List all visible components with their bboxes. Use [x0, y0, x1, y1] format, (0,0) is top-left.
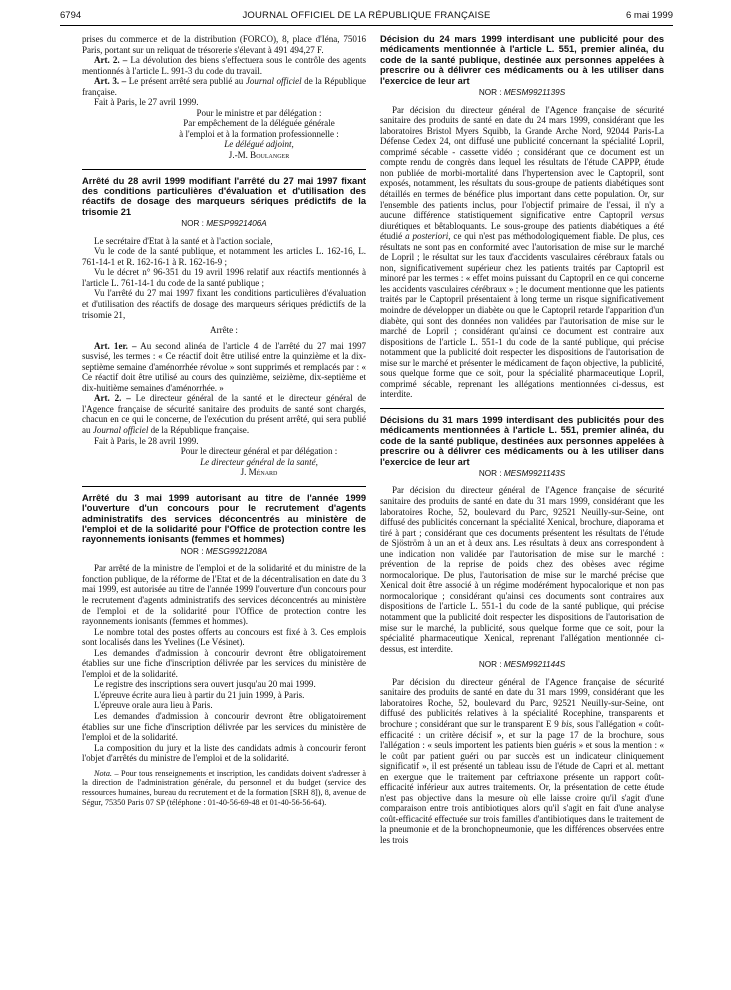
signature-block: Pour le directeur général et par délégation : Le directeur général de la santé, J. Ménard: [180, 446, 338, 478]
page-header: [60, 10, 673, 26]
issue-date: 6 mai 1999: [625, 10, 673, 21]
article-label: Art. 2. –: [94, 393, 131, 404]
paragraph: Le registre des inscriptions sera ouvert jusqu'au 20 mai 1999.: [94, 679, 316, 690]
paragraph: La composition du jury et la liste des candidats admis à concourir feront l'objet d'arrêtés du ministre de l'emploi et de la solidarité.: [82, 742, 366, 764]
paragraph: Vu l'arrêté du 27 mai 1997 fixant les conditions particulières d'évaluation et d'utilisation des réactifs de dosage des marqueurs sériques prédictifs de la trisomie 21,: [82, 288, 366, 320]
left-column: [82, 34, 366, 807]
paragraph: L'épreuve orale aura lieu à Paris.: [94, 700, 213, 711]
section-rule: [82, 169, 366, 170]
article-label: Art. 1er. –: [94, 340, 137, 351]
nor-reference: NOR : MESM9921143S: [478, 468, 566, 478]
header-rule: [60, 25, 673, 26]
paragraph: Par décision du directeur général de l'Agence française de sécurité sanitaire des produits de santé en date du 31 mars 1999, considérant que les laboratoires Roche, 52, boulevard du Parc, 92521 Neuilly-sur-Seine, ont diffusé des publicités concernant la spécialité Xenical, brochure, diaporama et tiré à part ; considérant que ces documents présentent les résultats de l'étude de Sjöström à un an et à deux ans. Les résultats à deux ans correspondent à une indication non validée par l'autorisation de mise sur le marché : prévention de la reprise de poids chez des obèses avec régime normocalorique. De plus, l'autorisation de mise sur le marché précise que Xenical doit être associé à un régime modérément hypocalorique et non pas normocalorique ; considérant qu'ainsi ces documents sont contraires aux dispositions de l'article L. 551-1 du code de la santé publique, qui précise notamment que la publicité doit respecter les dispositions de l'autorisation de mise sur le marché, la publicité, sous quelque forme que ce soit, pour la spécialité pharmaceutique Xenical, reprenant l'allégation mentionnée ci-dessus, est interdite.: [380, 485, 664, 654]
paragraph: Vu le décret n° 96-351 du 19 avril 1996 relatif aux réactifs mentionnés à l'article L. 761-14-1 du code de la santé publique ;: [82, 267, 366, 288]
paragraph: Les demandes d'admission à concourir devront être obligatoirement établies sur une fiche d'inscription délivrée par les services du ministère de l'emploi et de la solidarité.: [82, 711, 366, 743]
article-1: Art. 1er. – Au second alinéa de l'article 4 de l'arrêté du 27 mai 1997 susvisé, les termes : « Ce réactif doit être utilisé entre la quinzième et la dix-septième semaine d'aménorrhée révolue » sont supprimés et remplacés par : « Ce réactif doit être utilisé au cours des quinzième, seizième, dix-septième et dix-huitième semaines d'aménorrhée. »: [82, 340, 366, 393]
paragraph: Par décision du directeur général de l'Agence française de sécurité sanitaire des produits de santé en date du 24 mars 1999, considérant que les laboratoires Bristol Myers Squibb, la Grande Arche Nord, 92044 Paris-La Défense Cedex 24, ont diffusé une publicité concernant la spécialité Lopril, comprimé sécable - cassette vidéo ; considérant que ce document est un compte rendu de congrès dans lequel les résultats de l'étude CAPPP, étude non publiée de morbi-mortalité dans l'hypertension avec le Captopril, sont exposés, notamment, les résultats du sous-groupe de patients diabétiques sont détaillés en termes de bénéfice plus important dans cette population. Or, sur l'ensemble des patients inclus, pour l'objectif primaire de l'essai, il n'y a aucune différence statistiquement significative entre Captopril versus diurétiques et bêtabloquants. Le sous-groupe des patients diabétiques a été étudié a posteriori, ce qui n'est pas méthodologiquement fiable. De plus, ces résultats ne sont pas en conformité avec l'autorisation de mise sur le marché de Lopril ; le résultat sur les taux d'accidents vasculaires cérébraux fatals ou non, significativement supérieur chez les patients traités par Captopril est minoré par les termes : « effet moins puissant du Captopril en ce qui concerne les accidents vasculaires cérébraux » ; le document mentionne que les patients traités par le Captopril présentaient à long terme un risque significativement moindre de développer un diabète ou que le Captopril retarde l'apparition d'un diabète, qui sont des données non validées par l'autorisation de mise sur le marché de Lopril ; considérant qu'ainsi ce document est contraire aux dispositions de l'article L. 551-1 du code de la santé publique, qui précise notamment que la publicité doit respecter les dispositions de l'autorisation de mise sur le marché et présenter le médicament de façon objective, la publicité, sous quelque forme que ce soit, pour la spécialité pharmaceutique Lopril, comprimé sécable, reprenant les allégations mentionnées ci-dessus, est interdite.: [380, 104, 664, 400]
paragraph: Par décision du directeur général de l'Agence française de sécurité sanitaire des produits de santé en date du 31 mars 1999, considérant que les laboratoires Roche, 52, boulevard du Parc, 92521 Neuilly-sur-Seine, ont diffusé des publicités relatives à la spécialité Rocephine, transparents et brochure ; considérant que sur le transparent E 9 bis, sous l'allégation « coût-efficacité : un critère décisif », et sur la page 17 de la brochure, sous l'allégation : « seuls importent les patients bien guéris » et sous la mention : « le coût par patient guéri ou par succès est un indicateur cliniquement significatif », il est présenté un tableau issu de l'étude de Capri et al. mettant en exergue que le traitement par ceftriaxone présente un rapport coût-efficacité inférieur aux autres traitements. Or, la présentation de cette étude n'est pas objective dans la mesure où elle laisse croire qu'il s'agit d'une comparaison entre trois antibiotiques alors qu'il s'agit en fait d'une analyse coût-efficacité effectuée sur trois familles d'antibiotiques dans le traitement de la pneumonie et de la bronchopneumonie, que les différences observées entre les trois: [380, 676, 664, 845]
paragraph: Par arrêté de la ministre de l'emploi et de la solidarité et du ministre de la fonction publique, de la réforme de l'Etat et de la décentralisation en date du 3 mai 1999, est autorisée au titre de l'année 1999 l'ouverture d'un concours pour le recrutement d'agents administratifs des services déconcentrés au ministère de l'emploi et de la solidarité pour l'Office de protection contre les rayonnements ionisants (femmes et hommes).: [82, 563, 366, 627]
fait-line: Fait à Paris, le 27 avril 1999.: [94, 97, 199, 108]
arrete-line: Arrête :: [210, 325, 238, 336]
fait-line: Fait à Paris, le 28 avril 1999.: [94, 435, 199, 446]
section-title: Arrêté du 28 avril 1999 modifiant l'arrêté du 27 mai 1997 fixant des conditions particulières d'évaluation et d'utilisation des réactifs de dosage des marqueurs sériques prédictifs de la trisomie 21: [82, 175, 366, 217]
paragraph: Le nombre total des postes offerts au concours est fixé à 3. Ces emplois sont localisés dans les Yvelines (Le Vésinet).: [82, 626, 366, 648]
paragraph: L'épreuve écrite aura lieu à partir du 21 juin 1999, à Paris.: [94, 689, 305, 700]
article-label: Art. 3. –: [94, 76, 127, 87]
signature-block: Pour le ministre et par délégation : Par empêchement de la déléguée générale à l'emploi et à la formation professionnelle : Le délégué adjoint, J.-M. Boulanger: [179, 107, 339, 161]
section-title: Décisions du 31 mars 1999 interdisant des publicités pour des médicaments mentionnées à l'article L. 551, premier alinéa, du code de la santé publique, destinées aux personnes appelées à prescrire ou à délivrer ces médicaments ou à les utiliser dans l'exercice de leur art: [380, 414, 664, 467]
continued-paragraph: prises du commerce et de la distribution (FORCO), 8, place d'Iéna, 75016 Paris, portant sur un reliquat de trésorerie s'élevant à 491 494,27 F.: [82, 34, 366, 55]
article-2: Art. 2. – Le directeur général de la santé et le directeur général de l'Agence française de sécurité sanitaire des produits de santé sont chargés, chacun en ce qui le concerne, de l'exécution du présent arrêté, qui sera publié au Journal officiel de la République française.: [82, 393, 366, 436]
nor-reference: NOR : MESM9921139S: [478, 88, 566, 98]
paragraph: Vu le code de la santé publique, et notamment les articles L. 162-16, L. 761-14-1 et R. 162-16-1 à R. 162-16-9 ;: [82, 246, 366, 267]
section-title: Décision du 24 mars 1999 interdisant une publicité pour des médicaments mentionnée à l'article L. 551, premier alinéa, du code de la santé publique, destinée aux personnes appelées à prescrire ou à délivrer ces médicaments ou à les utiliser dans l'exercice de leur art: [380, 34, 664, 86]
nota: Nota. – Pour tous renseignements et inscription, les candidats doivent s'adresser à la direction de l'administration générale, du personnel et du budget (service des ressources humaines, bureau du recrutement et de la formation [SRH 8]), 8, avenue de Ségur, 75350 Paris 07 SP (téléphone : 01-40-56-69-48 et 01-40-56-56-64).: [82, 768, 366, 807]
nor-reference: NOR : MESP9921406A: [181, 219, 267, 229]
paragraph: Les demandes d'admission à concourir devront être obligatoirement établies sur une fiche d'inscription délivrée par les services du ministère de l'emploi et de la solidarité.: [82, 647, 366, 679]
section-rule: [380, 408, 664, 409]
nor-reference: NOR : MESG9921208A: [180, 546, 268, 556]
paragraph: Le secrétaire d'Etat à la santé et à l'action sociale,: [94, 235, 273, 246]
right-column: [380, 34, 664, 846]
journal-title: JOURNAL OFFICIEL DE LA RÉPUBLIQUE FRANÇAISE: [242, 10, 491, 21]
nor-reference: NOR : MESM9921144S: [478, 660, 566, 670]
article-3: Art. 3. – Le présent arrêté sera publié au Journal officiel de la République française.: [82, 76, 366, 97]
page-number: 6794: [60, 10, 82, 21]
article-2: Art. 2. – La dévolution des biens s'effectuera sous le contrôle des agents mentionnés à l'article L. 991-3 du code du travail.: [82, 55, 366, 76]
section-title: Arrêté du 3 mai 1999 autorisant au titre de l'année 1999 l'ouverture d'un concours pour le recrutement d'agents administratifs des services déconcentrés au ministère de l'emploi et de la solidarité pour l'Office de protection contre les rayonnements ionisants (femmes et hommes): [82, 492, 366, 545]
section-rule: [82, 486, 366, 487]
article-label: Art. 2. –: [94, 55, 128, 66]
